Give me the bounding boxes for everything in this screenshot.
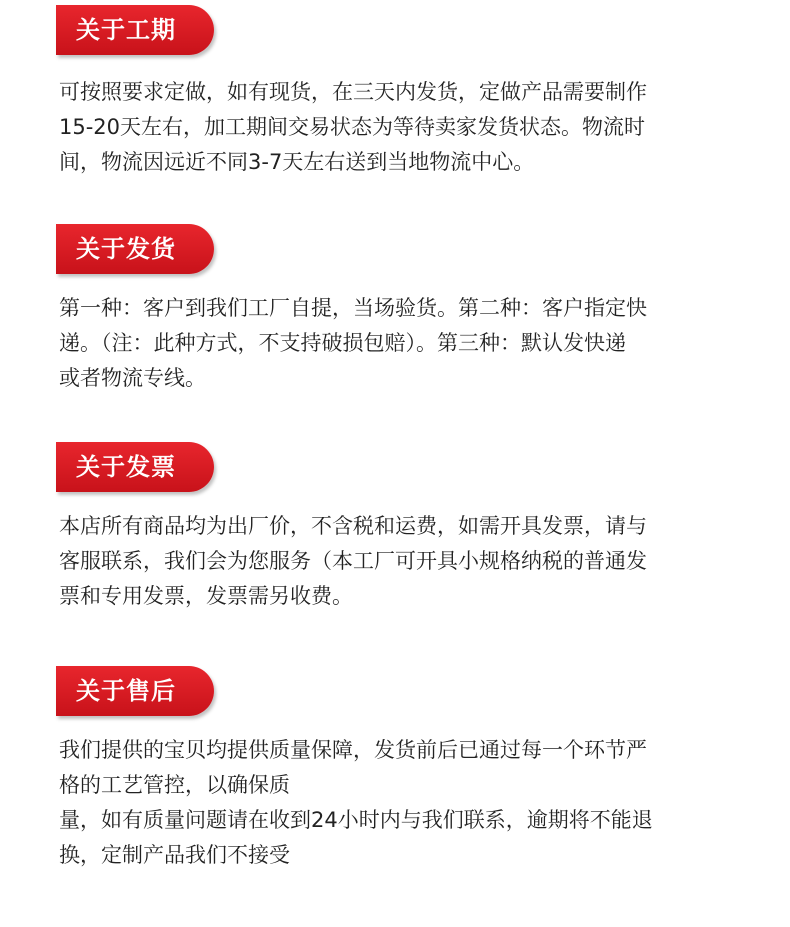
body-line: 票和专用发票，发票需另收费。 <box>59 584 353 608</box>
section-body <box>59 75 739 180</box>
body-line: 换，定制产品我们不接受 <box>59 843 290 867</box>
section-title: 关于售后 <box>76 677 176 705</box>
body-line: 可按照要求定做，如有现货，在三天内发货，定做产品需要制作 <box>59 80 647 104</box>
body-line: 第一种：客户到我们工厂自提，当场验货。第二种：客户指定快 <box>59 296 647 320</box>
section-title: 关于发货 <box>76 235 176 263</box>
body-line: 15-20天左右，加工期间交易状态为等待卖家发货状态。物流时 <box>59 115 646 139</box>
section-tag <box>56 224 214 274</box>
body-line: 客服联系，我们会为您服务（本工厂可开具小规格纳税的普通发 <box>59 549 647 573</box>
section-tag <box>56 442 214 492</box>
body-line: 本店所有商品均为出厂价，不含税和运费，如需开具发票，请与 <box>59 514 647 538</box>
section-title: 关于工期 <box>76 16 176 44</box>
section-title: 关于发票 <box>76 453 176 481</box>
body-line: 量，如有质量问题请在收到24小时内与我们联系，逾期将不能退 <box>59 808 653 832</box>
body-line: 递。（注：此种方式，不支持破损包赔）。第三种：默认发快递 <box>59 331 626 355</box>
section-body <box>59 291 739 396</box>
body-line: 格的工艺管控，以确保质 <box>59 773 290 797</box>
section-body <box>59 733 739 873</box>
section-tag <box>56 666 214 716</box>
section-tag <box>56 5 214 55</box>
body-line: 间，物流因远近不同3-7天左右送到当地物流中心。 <box>59 150 535 174</box>
body-line: 或者物流专线。 <box>59 366 206 390</box>
section-body <box>59 509 739 614</box>
body-line: 我们提供的宝贝均提供质量保障，发货前后已通过每一个环节严 <box>59 738 647 762</box>
